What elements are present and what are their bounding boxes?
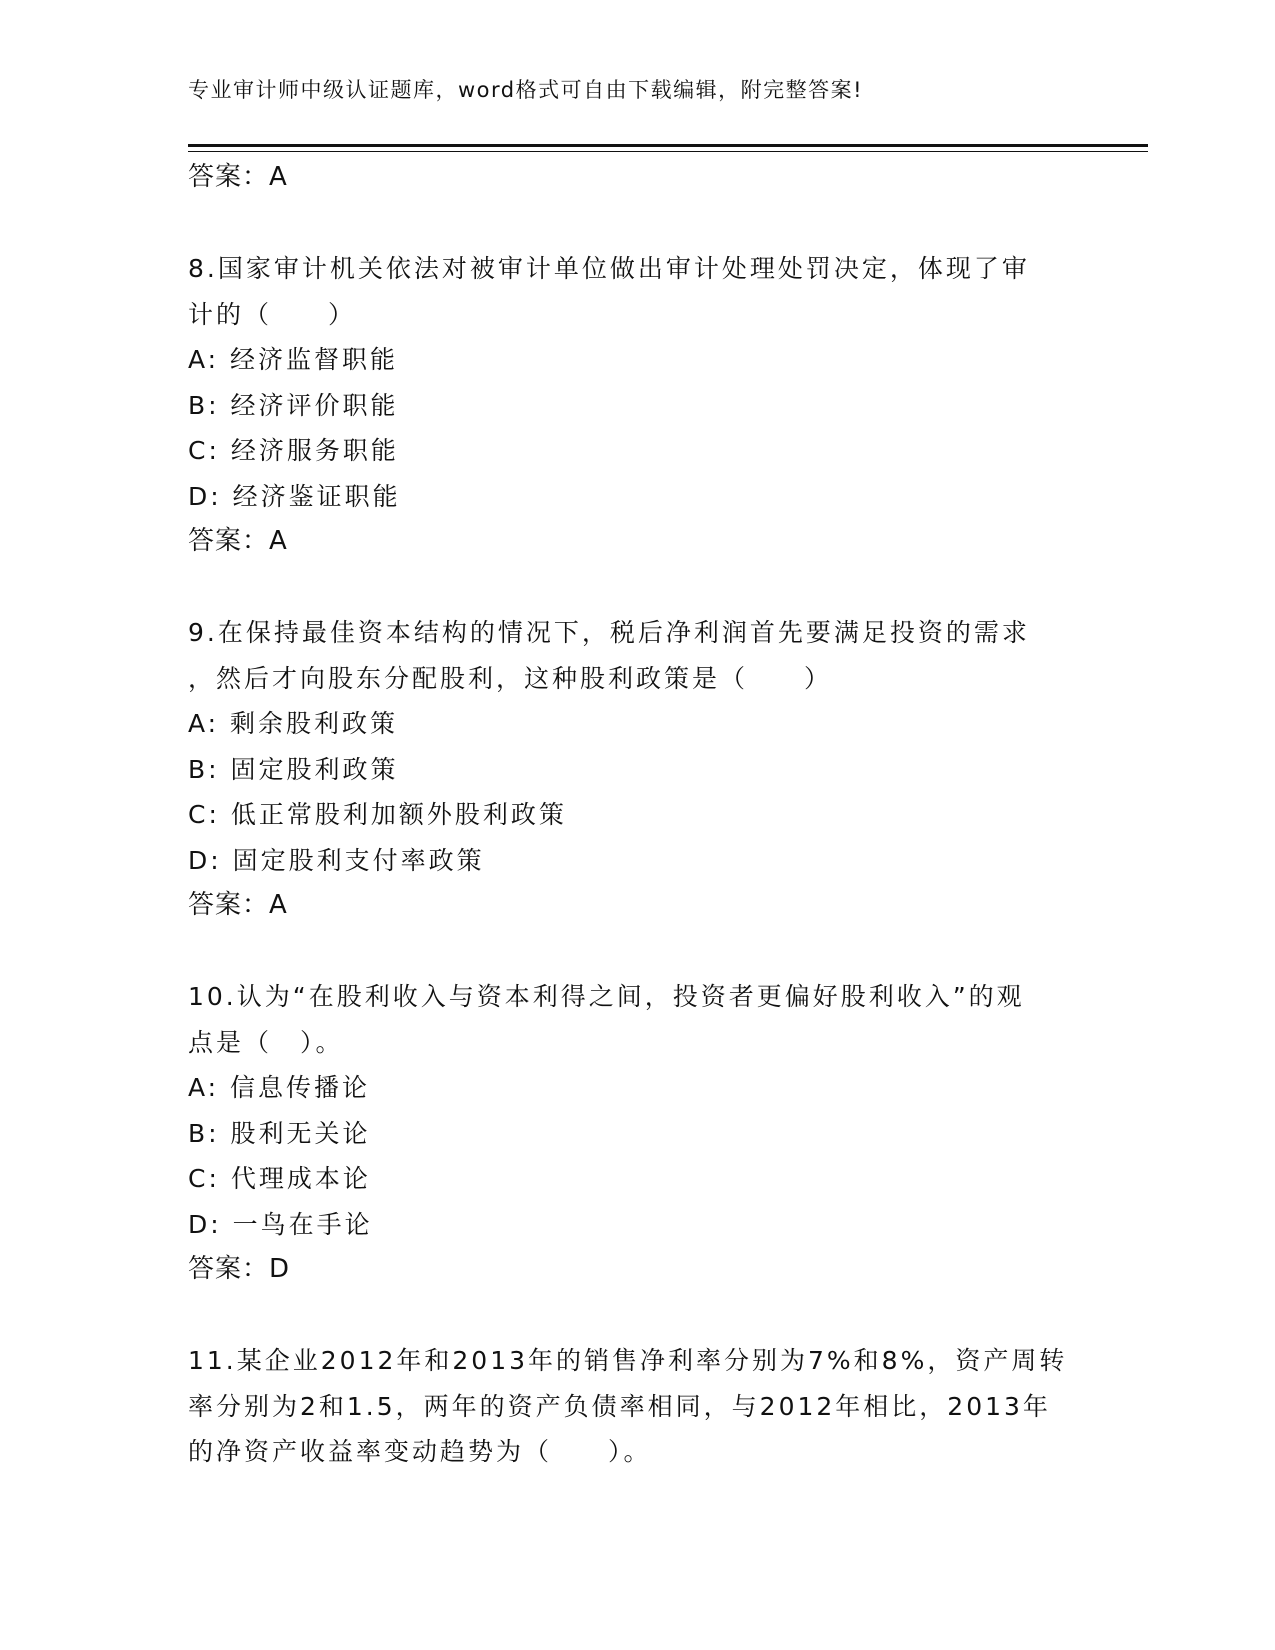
header-rule-thin — [188, 151, 1148, 152]
option-c: C: 代理成本论 — [188, 1164, 371, 1193]
question-stem-line: 8.国家审计机关依法对被审计单位做出审计处理处罚决定，体现了审 — [188, 254, 1030, 283]
spacer — [188, 565, 1078, 611]
question-stem-line: 9.在保持最佳资本结构的情况下，税后净利润首先要满足投资的需求 — [188, 618, 1030, 647]
spacer — [188, 1293, 1078, 1339]
question-stem-line: 的净资产收益率变动趋势为（ ）。 — [188, 1437, 652, 1466]
question-stem-line: 10.认为“在股利收入与资本利得之间，投资者更偏好股利收入”的观 — [188, 982, 1025, 1011]
question-stem-line: 11.某企业2012年和2013年的销售净利率分别为7%和8%，资产周转 — [188, 1346, 1068, 1375]
option-d: D: 经济鉴证职能 — [188, 481, 401, 511]
option-d: D: 一鸟在手论 — [188, 1209, 373, 1239]
option-b: B: 经济评价职能 — [188, 390, 399, 420]
question-item — [188, 610, 1078, 929]
question-answer: 答案：A — [188, 890, 288, 920]
question-list — [188, 155, 1078, 1475]
header-rule-thick — [188, 144, 1148, 147]
question-stem-line: ，然后才向股东分配股利，这种股利政策是（ ） — [188, 663, 833, 693]
question-stem-line: 计的（ ） — [188, 299, 357, 329]
page-header: 专业审计师中级认证题库，word格式可自由下载编辑，附完整答案! — [188, 78, 864, 102]
question-stem-line: 率分别为2和1.5，两年的资产负债率相同，与2012年相比，2013年 — [188, 1391, 1051, 1421]
option-d: D: 固定股利支付率政策 — [188, 845, 485, 875]
spacer — [188, 201, 1078, 247]
option-a: A: 信息传播论 — [188, 1073, 371, 1102]
option-b: B: 固定股利政策 — [188, 754, 399, 784]
option-c: C: 低正常股利加额外股利政策 — [188, 800, 567, 829]
option-c: C: 经济服务职能 — [188, 436, 399, 465]
option-a: A: 剩余股利政策 — [188, 709, 399, 738]
question-item — [188, 974, 1078, 1293]
question-item — [188, 246, 1078, 565]
question-answer: 答案：D — [188, 1254, 291, 1284]
previous-answer: 答案：A — [188, 162, 288, 192]
question-item — [188, 1338, 1078, 1475]
question-answer: 答案：A — [188, 526, 288, 556]
option-a: A: 经济监督职能 — [188, 345, 399, 374]
option-b: B: 股利无关论 — [188, 1118, 371, 1148]
question-stem-line: 点是（ ）。 — [188, 1027, 344, 1057]
spacer — [188, 929, 1078, 975]
